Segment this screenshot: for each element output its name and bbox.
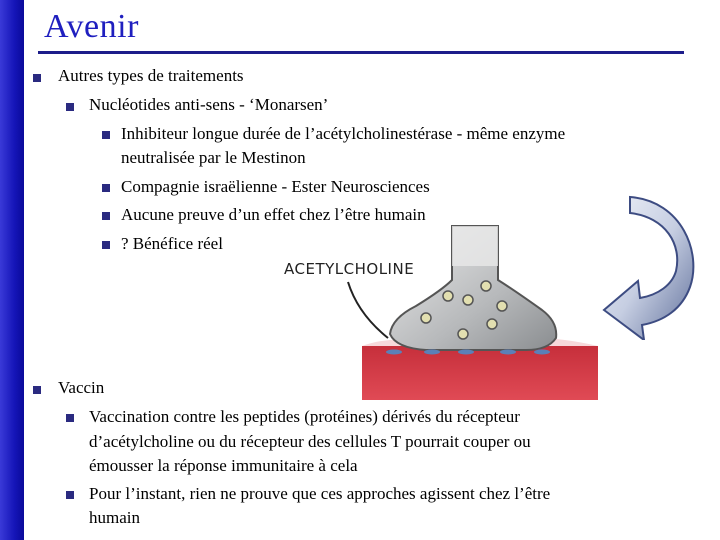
bullet-vaccination-line1: Vaccination contre les peptides (protéines) dérivés du récepteur (89, 407, 520, 426)
bullet-marker (66, 103, 74, 111)
bullet-marker (102, 131, 110, 139)
synapse-illustration (276, 222, 606, 404)
left-accent-bar (0, 0, 24, 540)
acetylcholine-label: ACETYLCHOLINE (284, 260, 415, 278)
bullet-instant-line1: Pour l’instant, rien ne prouve que ces approches agissent chez l’être (89, 484, 551, 503)
bullet-marker (66, 414, 74, 422)
bullet-marker (33, 386, 41, 394)
bullet-marker (102, 241, 110, 249)
bullet-inhibiteur-line1: Inhibiteur longue durée de l’acétylcholinestérase - même enzyme (121, 124, 566, 143)
bullet-inhibiteur-line2: neutralisée par le Mestinon (121, 148, 306, 167)
bullet-marker (102, 184, 110, 192)
bullet-compagnie: Compagnie israëlienne - Ester Neurosciences (121, 177, 430, 196)
bullet-vaccination-line2: d’acétylcholine ou du récepteur des cellules T pourrait couper ou (89, 432, 531, 451)
bullet-vaccination-line3: émousser la réponse immunitaire à cela (89, 456, 358, 475)
bullet-instant-line2: humain (89, 508, 140, 527)
bullet-marker (66, 491, 74, 499)
slide-title: Avenir (44, 8, 139, 45)
title-underline (38, 51, 684, 54)
curved-arrow-icon (590, 195, 702, 340)
bullet-autres-traitements: Autres types de traitements (58, 66, 244, 85)
bullet-nucleotides: Nucléotides anti-sens - ‘Monarsen’ (89, 95, 329, 114)
bullet-aucune-preuve: Aucune preuve d’un effet chez l’être humain (121, 205, 426, 224)
bullet-vaccin: Vaccin (58, 378, 105, 397)
bullet-marker (33, 74, 41, 82)
label-pointer (348, 282, 388, 338)
bullet-marker (102, 212, 110, 220)
bullet-benefice: ? Bénéfice réel (121, 234, 223, 253)
